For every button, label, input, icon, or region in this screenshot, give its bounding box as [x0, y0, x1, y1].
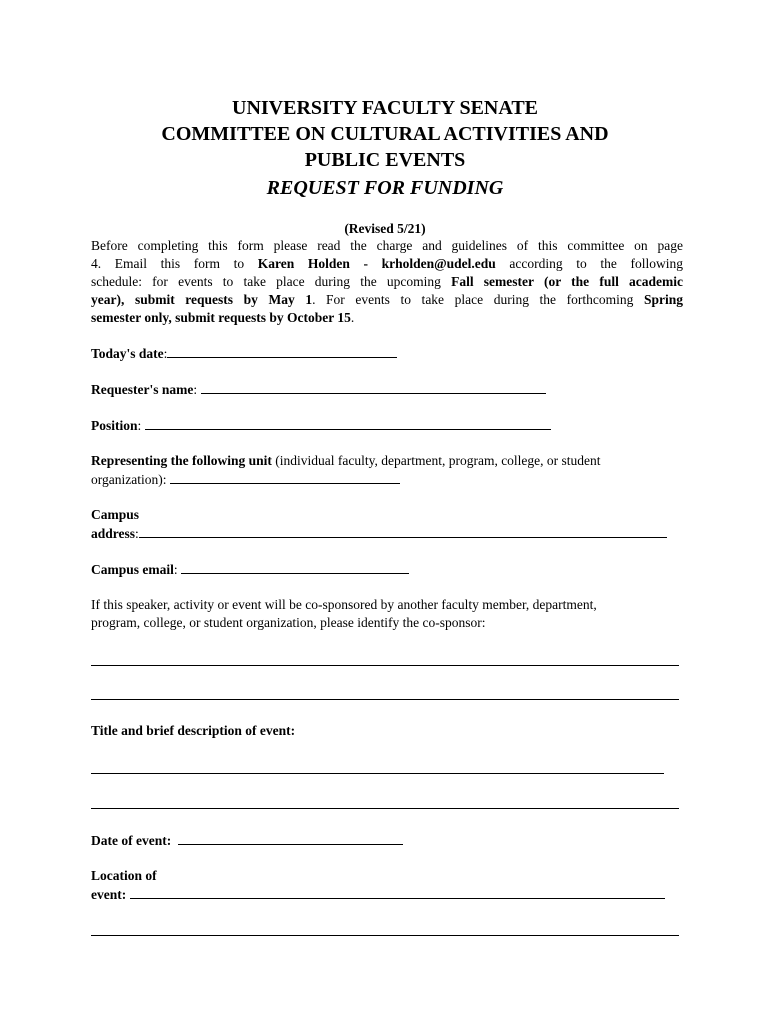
intro-line-3: schedule: for events to take place during the upcoming Fall semester (or the full academic	[91, 274, 683, 289]
campus-address-label: address	[91, 526, 136, 541]
campus-email-field[interactable]	[181, 560, 409, 574]
date-of-event-field[interactable]	[178, 831, 403, 845]
date-of-event-row	[91, 831, 403, 850]
location-row	[91, 885, 665, 904]
cosponsor-field-2[interactable]	[91, 699, 679, 700]
intro-line-5: semester only, submit requests by October 15.	[91, 310, 355, 325]
contact-email: Karen Holden - krholden@udel.edu	[257, 256, 496, 271]
unit-label: Representing the following unit	[91, 453, 272, 468]
intro-line-1: Before completing this form please read the charge and guidelines of this committee on page	[91, 238, 683, 253]
intro-line-2: 4. Email this form to Karen Holden - krholden@udel.edu according to the following	[91, 256, 683, 271]
unit-row: Representing the following unit (individual faculty, department, program, college, or student	[91, 453, 601, 468]
intro-paragraph	[91, 237, 683, 327]
location-label: Location of	[91, 868, 157, 883]
description-field-2[interactable]	[91, 808, 679, 809]
event-label: event:	[91, 887, 127, 902]
requester-name-field[interactable]	[201, 380, 546, 394]
title-description-label: Title and brief description of event:	[91, 723, 296, 738]
committee-title: COMMITTEE ON CULTURAL ACTIVITIES AND	[161, 123, 609, 145]
revision-note: (Revised 5/21)	[344, 221, 426, 236]
intro-line-4: year), submit requests by May 1. For events to take place during the forthcoming Spring	[91, 292, 683, 307]
cosponsor-text-1: If this speaker, activity or event will be co-sponsored by another faculty member, department,	[91, 597, 597, 612]
description-field-1[interactable]	[91, 773, 664, 774]
campus-email-label: Campus email	[91, 562, 174, 577]
senate-title: UNIVERSITY FACULTY SENATE	[232, 97, 538, 119]
position-field[interactable]	[145, 416, 551, 430]
unit-field[interactable]	[170, 470, 400, 484]
position-label: Position	[91, 418, 138, 433]
requester-name-label: Requester's name	[91, 382, 194, 397]
todays-date-field[interactable]	[167, 344, 397, 358]
todays-date-label: Today's date	[91, 346, 164, 361]
cosponsor-field-1[interactable]	[91, 665, 679, 666]
committee-title-cont: PUBLIC EVENTS	[304, 149, 466, 171]
campus-email-row: Campus email:	[91, 560, 409, 579]
date-of-event-label: Date of event:	[91, 833, 172, 848]
campus-label: Campus	[91, 507, 140, 522]
campus-address-row: address:	[91, 524, 667, 543]
form-title: REQUEST FOR FUNDING	[266, 177, 504, 199]
unit-row-2: organization):	[91, 470, 400, 489]
location-field-2[interactable]	[91, 935, 679, 936]
position-row: Position:	[91, 416, 551, 435]
campus-address-field[interactable]	[139, 524, 667, 538]
cosponsor-text-2: program, college, or student organization, please identify the co-sponsor:	[91, 615, 486, 630]
requester-name-row: Requester's name:	[91, 380, 546, 399]
location-field[interactable]	[130, 885, 665, 899]
todays-date-row: Today's date:	[91, 344, 397, 363]
